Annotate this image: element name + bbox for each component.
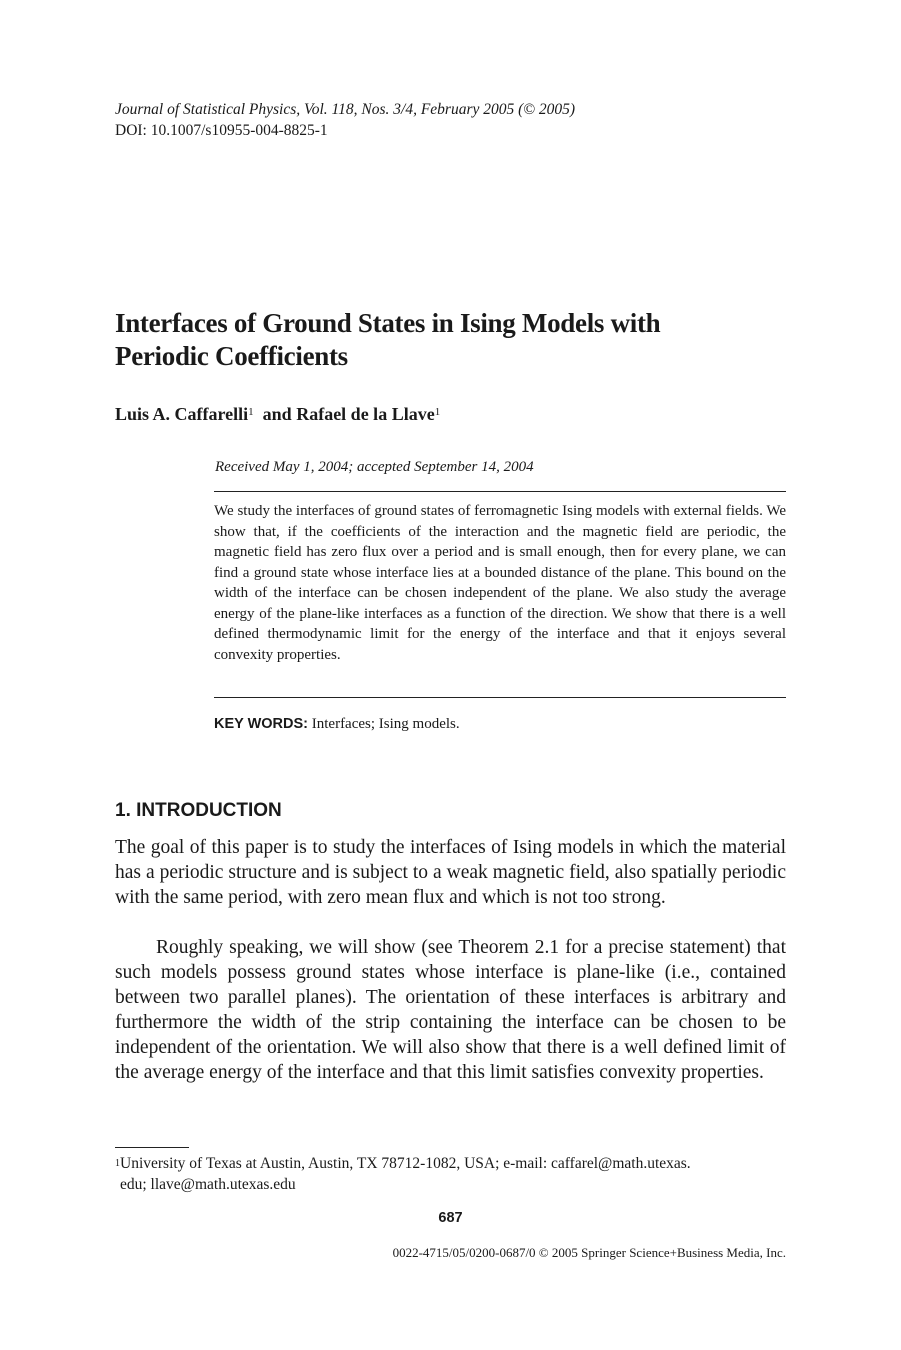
section-heading: 1. INTRODUCTION — [115, 800, 282, 821]
abstract-bottom-rule — [214, 697, 786, 698]
paper-title — [115, 307, 795, 373]
footnote-marker: 1 — [115, 1158, 120, 1169]
keywords — [214, 714, 460, 734]
footnote-line-1 — [115, 1153, 786, 1174]
journal-citation: Journal of Statistical Physics, Vol. 118, Nos. 3/4, February 2005 (© 2005) — [115, 101, 576, 118]
footnote-line-2: edu; llave@math.utexas.edu — [120, 1176, 296, 1193]
keywords-label: KEY WORDS: — [214, 716, 308, 732]
footnote — [115, 1153, 786, 1195]
keywords-value: Interfaces; Ising models. — [311, 716, 460, 732]
author-2: Rafael de la Llave — [296, 404, 435, 424]
author-2-affiliation-marker: 1 — [434, 406, 441, 418]
page-number: 687 — [438, 1210, 463, 1226]
abstract: We study the interfaces of ground states of ferromagnetic Ising models with external fields. We show that, if the coefficients of the interaction and the magnetic field are periodic, the magnetic field has zero flux over a period and is small enough, then for every plane, we can find a ground state whose interface lies at a bounded distance of the plane. This bound on the width of the interface can be chosen independent of the plane. We also study the average energy of the plane-like interfaces as a function of the direction. We show that there is a well defined thermodynamic limit for the energy of the interface and that it enjoys several convexity properties. — [214, 503, 786, 663]
copyright-line: 0022-4715/05/0200-0687/0 © 2005 Springer Science+Business Media, Inc. — [392, 1245, 786, 1260]
author-conjunction: and — [262, 404, 292, 424]
title-line-2: Periodic Coefficients — [115, 341, 348, 371]
title-line-1: Interfaces of Ground States in Ising Models with — [115, 308, 661, 338]
received-dates: Received May 1, 2004; accepted September 14, 2004 — [215, 459, 534, 475]
authors — [115, 402, 440, 426]
author-1-affiliation-marker: 1 — [248, 406, 254, 418]
abstract-top-rule — [214, 491, 786, 492]
intro-paragraph-1: The goal of this paper is to study the interfaces of Ising models in which the material has a periodic structure and is subject to a weak magnetic field, also spatially periodic with the same period, with zero mean flux and which is not too strong. — [115, 837, 786, 908]
author-1: Luis A. Caffarelli — [115, 404, 249, 424]
intro-paragraph-2: Roughly speaking, we will show (see Theorem 2.1 for a precise statement) that such models possess ground states whose interface is plane-like (i.e., contained between two parallel planes). The orientation of these interfaces is arbitrary and furthermore the width of the strip containing the interface can be chosen to be independent of the orientation. We will also show that there is a well defined limit of the average energy of the interface and that this limit satisfies convexity properties. — [115, 937, 786, 1083]
footnote-rule — [115, 1147, 189, 1148]
doi: DOI: 10.1007/s10955-004-8825-1 — [115, 122, 328, 139]
footnote-line-1-text: University of Texas at Austin, Austin, TX 78712-1082, USA; e-mail: caffarel@math.utexas. — [120, 1155, 691, 1172]
